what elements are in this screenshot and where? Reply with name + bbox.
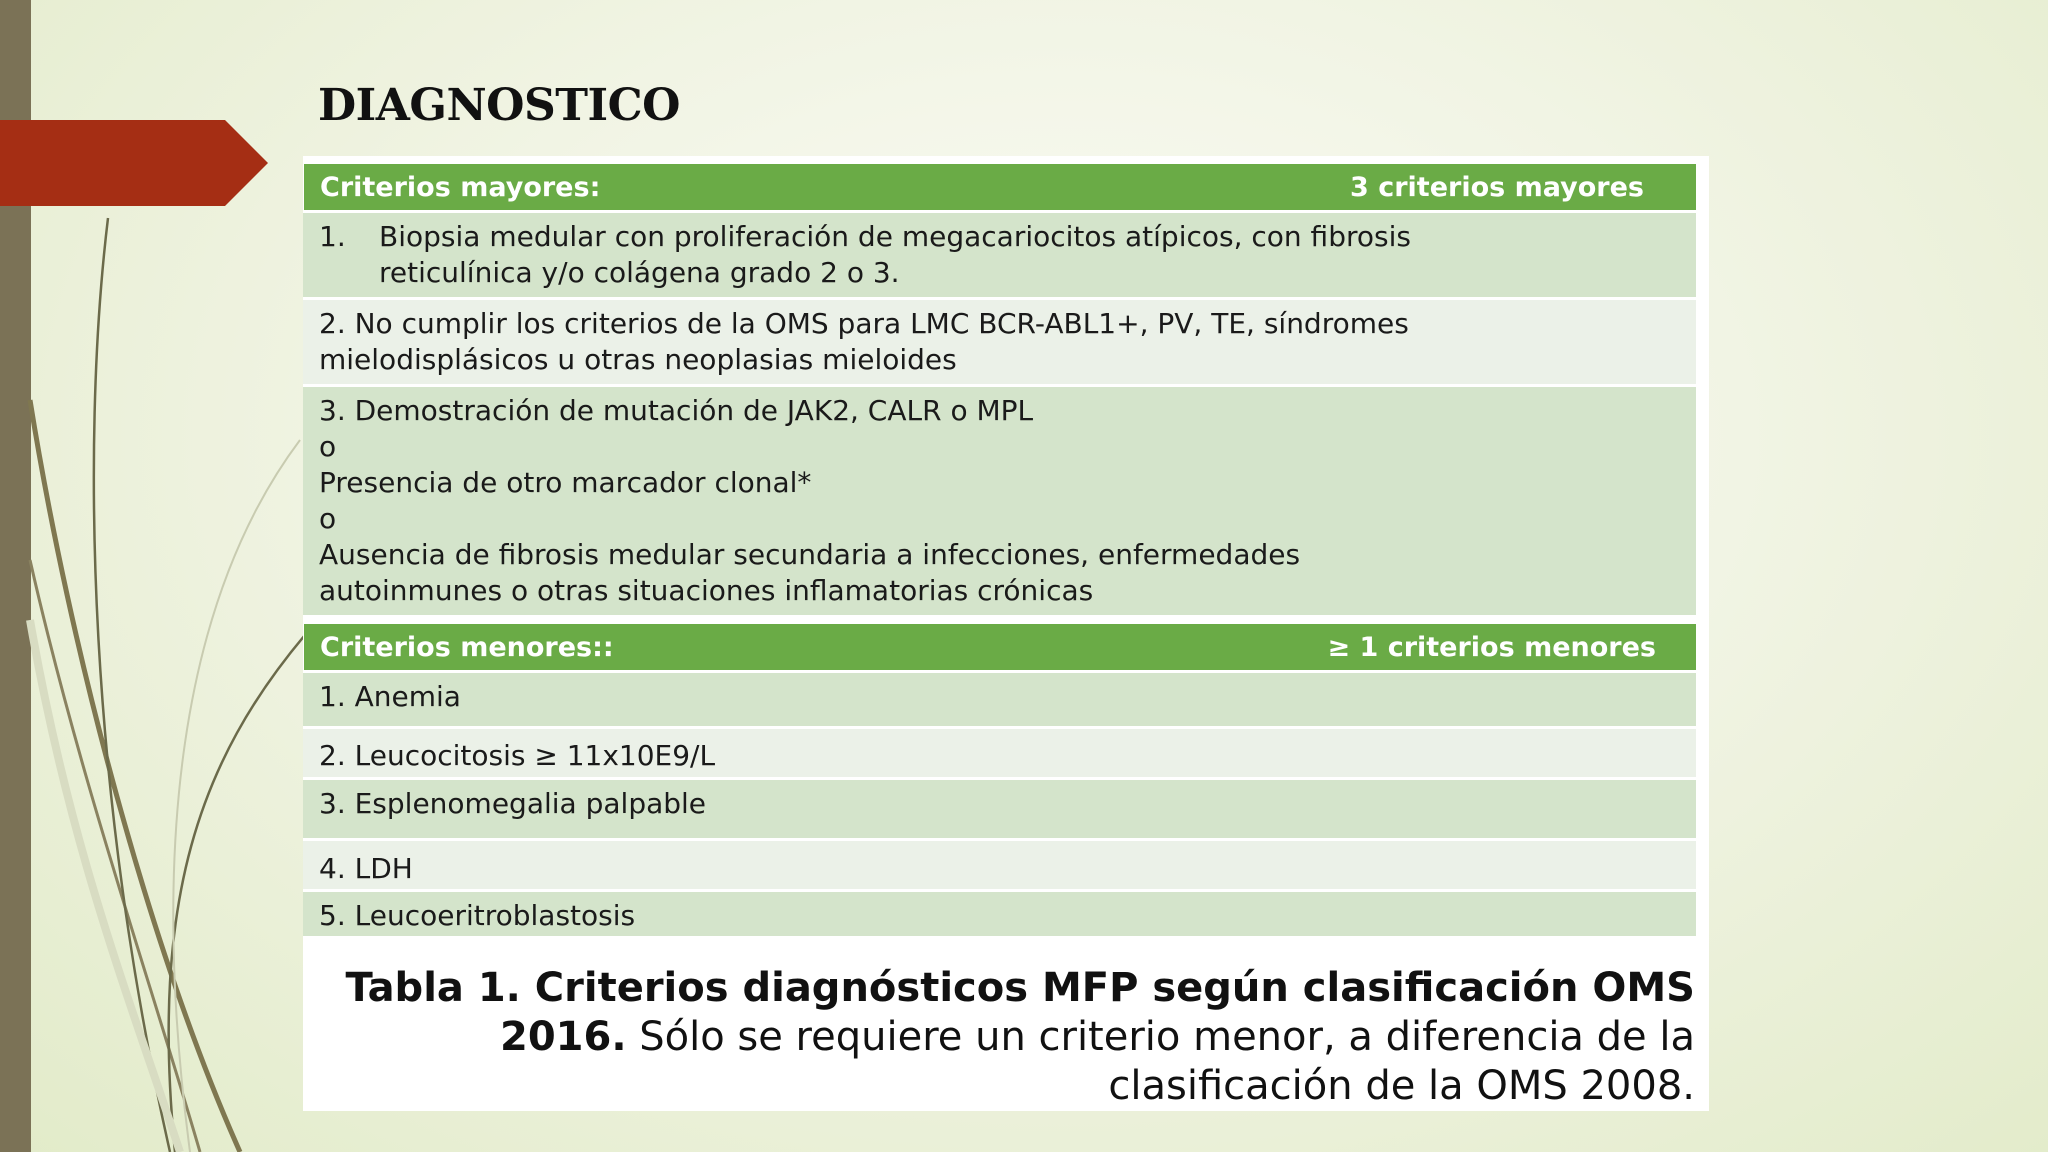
criteria-table-panel xyxy=(303,156,1709,1111)
major-criterion-3-line: Ausencia de fibrosis medular secundaria a infecciones, enfermedades xyxy=(319,538,1301,571)
minor-criterion: 1. Anemia xyxy=(303,670,1696,726)
major-criterion-1 xyxy=(303,210,1696,297)
major-criterion-3-line: 3. Demostración de mutación de JAK2, CALR o MPL xyxy=(319,394,1034,427)
major-criterion-1-line2: reticulínica y/o colágena grado 2 o 3. xyxy=(379,256,900,289)
major-criterion-2-line1: 2. No cumplir los criterios de la OMS para LMC BCR-ABL1+, PV, TE, síndromes xyxy=(319,307,1409,340)
major-criterion-3-line: autoinmunes o otras situaciones inflamatorias crónicas xyxy=(319,574,1094,607)
minor-criterion: 5. Leucoeritroblastosis xyxy=(303,889,1696,936)
major-criterion-2 xyxy=(303,297,1696,384)
major-criteria-table xyxy=(303,164,1696,615)
minor-criteria-table xyxy=(303,624,1696,936)
minor-criteria-header xyxy=(304,624,1696,670)
minor-criterion: 2. Leucocitosis ≥ 11x10E9/L xyxy=(303,726,1696,777)
major-criteria-header xyxy=(304,164,1696,210)
minor-criterion: 3. Esplenomegalia palpable xyxy=(303,777,1696,838)
major-header-right: 3 criterios mayores xyxy=(1350,171,1644,203)
minor-header-left: Criterios menores:: xyxy=(320,631,614,663)
major-criterion-3-line: o xyxy=(319,502,337,535)
minor-criterion: 4. LDH xyxy=(303,838,1696,889)
major-criterion-3-line: Presencia de otro marcador clonal* xyxy=(319,466,812,499)
caption-text: Sólo se requiere un criterio menor, a diferencia de la clasificación de la OMS 2008. xyxy=(626,1014,1695,1109)
major-criterion-3 xyxy=(303,384,1696,615)
major-criterion-2-line2: mielodisplásicos u otras neoplasias mieloides xyxy=(319,343,957,376)
major-header-left: Criterios mayores: xyxy=(320,171,601,203)
caption-bold: Tabla 1. Criterios diagnósticos MFP según clasificación OMS 2016. xyxy=(345,965,1695,1060)
slide-title: DIAGNOSTICO xyxy=(318,80,680,131)
major-criterion-1-line1: Biopsia medular con proliferación de megacariocitos atípicos, con fibrosis xyxy=(379,220,1411,253)
minor-header-right: ≥ 1 criterios menores xyxy=(1327,631,1656,663)
major-criterion-1-number: 1. xyxy=(319,220,346,253)
major-criterion-3-line: o xyxy=(319,430,337,463)
table-caption xyxy=(335,964,1695,1111)
red-arrow-shape xyxy=(0,120,268,206)
